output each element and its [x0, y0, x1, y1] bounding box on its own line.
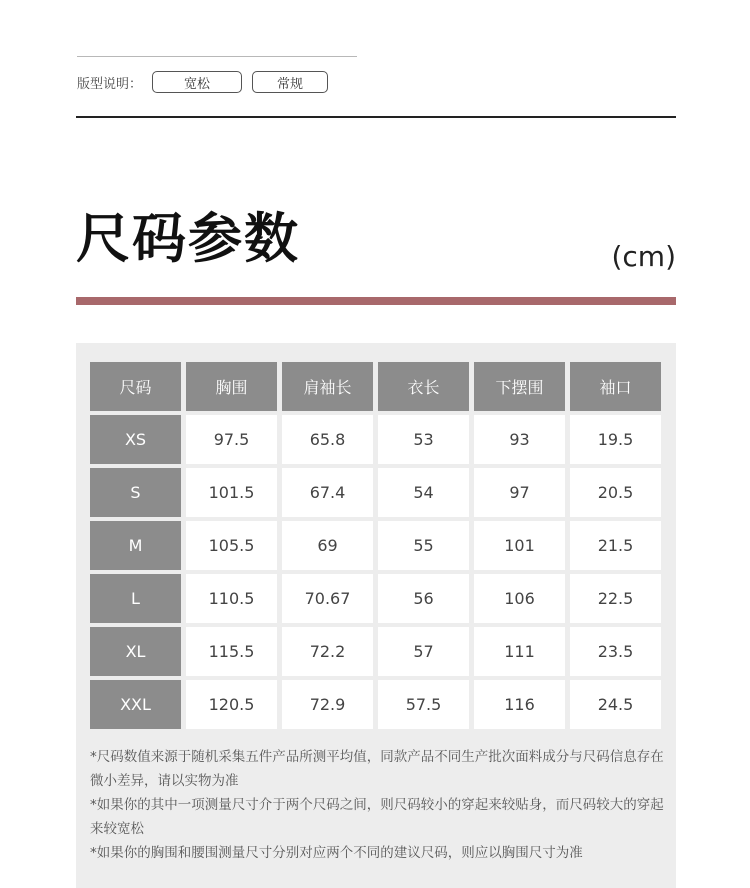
size-label-cell: XXL [90, 680, 181, 729]
table-cell: 53 [378, 415, 469, 464]
table-cell: 97 [474, 468, 565, 517]
header-divider [76, 116, 676, 118]
page-title: 尺码参数 [76, 207, 300, 270]
table-cell: 120.5 [186, 680, 277, 729]
table-cell: 72.2 [282, 627, 373, 676]
table-cell: 69 [282, 521, 373, 570]
note-item: *如果你的其中一项测量尺寸介于两个尺码之间，则尺码较小的穿起来较贴身，而尺码较大的穿起来较宽松 [90, 797, 664, 837]
table-cell: 115.5 [186, 627, 277, 676]
size-label-cell: L [90, 574, 181, 623]
table-header-cell: 袖口 [570, 362, 661, 411]
table-cell: 67.4 [282, 468, 373, 517]
table-header-cell: 衣长 [378, 362, 469, 411]
fit-option-loose[interactable]: 宽松 [152, 71, 242, 93]
accent-bar [76, 297, 676, 305]
table-cell: 21.5 [570, 521, 661, 570]
table-cell: 57 [378, 627, 469, 676]
table-cell: 93 [474, 415, 565, 464]
table-cell: 19.5 [570, 415, 661, 464]
table-cell: 70.67 [282, 574, 373, 623]
unit-label: (cm) [611, 240, 676, 273]
table-header-cell: 胸围 [186, 362, 277, 411]
table-header-cell: 肩袖长 [282, 362, 373, 411]
table-cell: 20.5 [570, 468, 661, 517]
table-cell: 116 [474, 680, 565, 729]
size-label-cell: S [90, 468, 181, 517]
table-cell: 22.5 [570, 574, 661, 623]
size-notes [90, 745, 670, 865]
size-label-cell: XL [90, 627, 181, 676]
top-divider [77, 56, 357, 57]
table-cell: 54 [378, 468, 469, 517]
table-cell: 106 [474, 574, 565, 623]
table-cell: 101.5 [186, 468, 277, 517]
table-cell: 97.5 [186, 415, 277, 464]
table-cell: 101 [474, 521, 565, 570]
table-cell: 110.5 [186, 574, 277, 623]
table-cell: 23.5 [570, 627, 661, 676]
table-cell: 57.5 [378, 680, 469, 729]
fit-option-regular[interactable]: 常规 [252, 71, 328, 93]
note-item: *如果你的胸围和腰围测量尺寸分别对应两个不同的建议尺码，则应以胸围尺寸为准 [90, 845, 583, 861]
note-item: *尺码数值来源于随机采集五件产品所测平均值，同款产品不同生产批次面料成分与尺码信息存在微小差异，请以实物为准 [90, 749, 664, 789]
table-cell: 65.8 [282, 415, 373, 464]
table-header-cell: 下摆围 [474, 362, 565, 411]
table-cell: 55 [378, 521, 469, 570]
size-label-cell: XS [90, 415, 181, 464]
table-cell: 24.5 [570, 680, 661, 729]
table-cell: 56 [378, 574, 469, 623]
table-header-cell: 尺码 [90, 362, 181, 411]
size-label-cell: M [90, 521, 181, 570]
size-table [90, 362, 661, 729]
table-cell: 111 [474, 627, 565, 676]
table-cell: 72.9 [282, 680, 373, 729]
fit-description [77, 70, 338, 94]
fit-label: 版型说明： [77, 76, 143, 92]
size-table-panel [76, 343, 676, 888]
table-cell: 105.5 [186, 521, 277, 570]
